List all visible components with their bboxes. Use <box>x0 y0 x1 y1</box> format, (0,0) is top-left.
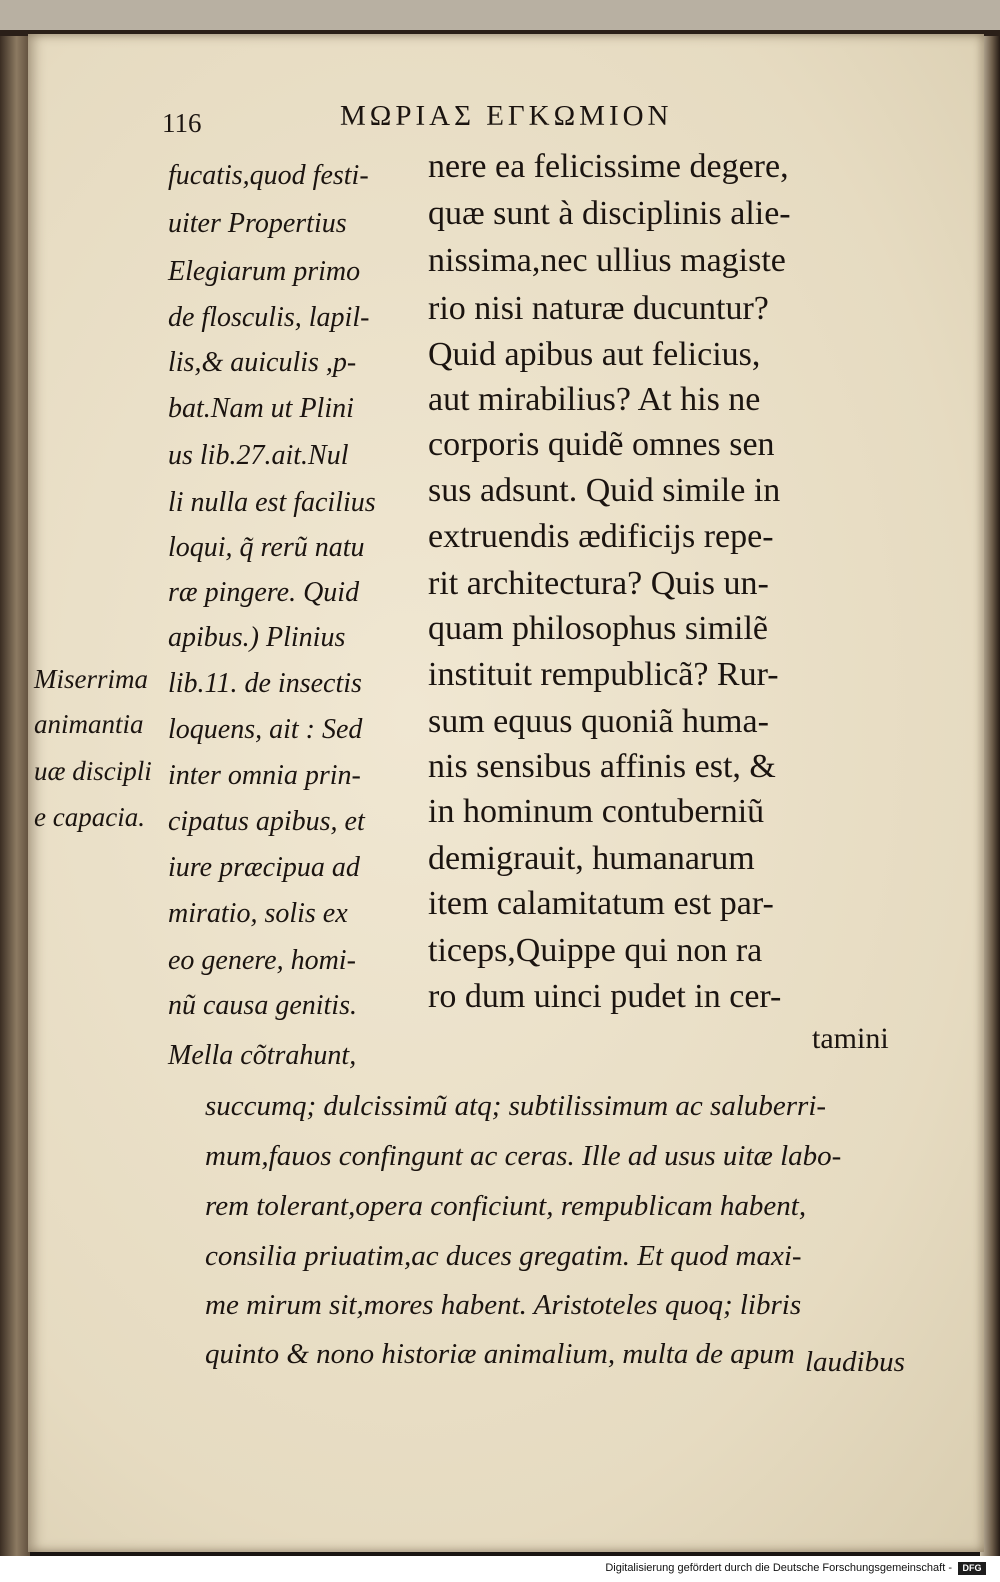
main-text-line: tamini <box>812 1022 889 1055</box>
main-text-line: rio nisi naturæ ducuntur? <box>428 290 769 327</box>
footer-credit: Digitalisierung gefördert durch die Deutsche Forschungsgemeinschaft - <box>605 1562 952 1574</box>
main-text-line: instituit rempublicã? Rur- <box>428 656 779 693</box>
gloss-line: iure præcipua ad <box>168 852 360 883</box>
gloss-line: us lib.27.ait.Nul <box>168 440 349 471</box>
main-text-line: sum equus quoniã huma- <box>428 703 769 740</box>
gloss-line: de flosculis, lapil- <box>168 302 370 333</box>
gloss-line: Elegiarum primo <box>168 256 361 287</box>
main-text-line: quæ sunt à disciplinis alie- <box>428 195 791 232</box>
gloss-line: lis,& auiculis ,p- <box>168 347 357 378</box>
gloss-line: apibus.) Plinius <box>168 622 346 653</box>
marginal-note-line: uæ discipli <box>34 756 152 786</box>
commentary-line: succumq; dulcissimũ atq; subtilissimum ac saluberri- <box>205 1090 827 1122</box>
main-text-line: sus adsunt. Quid simile in <box>428 472 781 509</box>
gloss-line: nũ causa genitis. <box>168 990 357 1021</box>
marginal-note-line: Miserrima <box>34 664 148 694</box>
gloss-line: Mella cõtrahunt, <box>168 1040 357 1071</box>
gloss-line: cipatus apibus, et <box>168 806 365 837</box>
commentary-line: mum,fauos confingunt ac ceras. Ille ad usus uitæ labo- <box>205 1140 842 1172</box>
main-text-line: ro dum uinci pudet in cer- <box>428 978 782 1015</box>
main-text-line: nissima,nec ullius magiste <box>428 242 786 279</box>
main-text-line: in hominum contuberniũ <box>428 793 765 830</box>
main-text-line: corporis quidẽ omnes sen <box>428 426 775 463</box>
scan-top-edge <box>0 0 1000 30</box>
commentary-line: consilia priuatim,ac duces gregatim. Et quod maxi- <box>205 1240 802 1272</box>
gloss-line: li nulla est facilius <box>168 487 376 518</box>
gloss-line: miratio, solis ex <box>168 898 348 929</box>
gloss-line: fucatis,quod festi- <box>168 160 369 191</box>
gloss-line: bat.Nam ut Plini <box>168 393 354 424</box>
main-text-line: nis sensibus affinis est, & <box>428 748 776 785</box>
main-text-line: quam philosophus similẽ <box>428 610 768 647</box>
commentary-line: quinto & nono historiæ animalium, multa de apum <box>205 1338 795 1370</box>
gloss-line: loquens, ait : Sed <box>168 714 363 745</box>
main-text-line: demigrauit, humanarum <box>428 840 755 877</box>
book-cover-left <box>0 36 30 1556</box>
main-text-line: rit architectura? Quis un- <box>428 565 769 602</box>
main-text-line: ticeps,Quippe qui non ra <box>428 932 763 969</box>
running-head: ΜΩΡΙΑΣ ΕΓΚΩΜΙΟΝ <box>340 100 673 132</box>
gloss-line: inter omnia prin- <box>168 760 361 791</box>
main-text-line: aut mirabilius? At his ne <box>428 381 761 418</box>
dfg-logo: DFG <box>958 1562 986 1575</box>
gloss-line: uiter Propertius <box>168 208 347 239</box>
page-number: 116 <box>162 108 202 138</box>
main-text-line: nere ea felicissime degere, <box>428 148 789 185</box>
gloss-line: lib.11. de insectis <box>168 668 362 699</box>
marginal-note-line: animantia <box>34 709 144 739</box>
commentary-line: me mirum sit,mores habent. Aristoteles quoq; libris <box>205 1289 802 1321</box>
commentary-line: rem tolerant,opera conficiunt, rempublicam habent, <box>205 1190 807 1222</box>
gloss-line: ræ pingere. Quid <box>168 577 360 608</box>
main-text-line: item calamitatum est par- <box>428 885 774 922</box>
main-text-line: extruendis ædificijs repe- <box>428 518 774 555</box>
main-text-line: Quid apibus aut felicius, <box>428 336 761 373</box>
marginal-note-line: e capacia. <box>34 802 145 832</box>
catchword: laudibus <box>805 1346 905 1378</box>
gloss-line: loqui, q̃ rerũ natu <box>168 532 365 563</box>
gloss-line: eo genere, homi- <box>168 945 356 976</box>
